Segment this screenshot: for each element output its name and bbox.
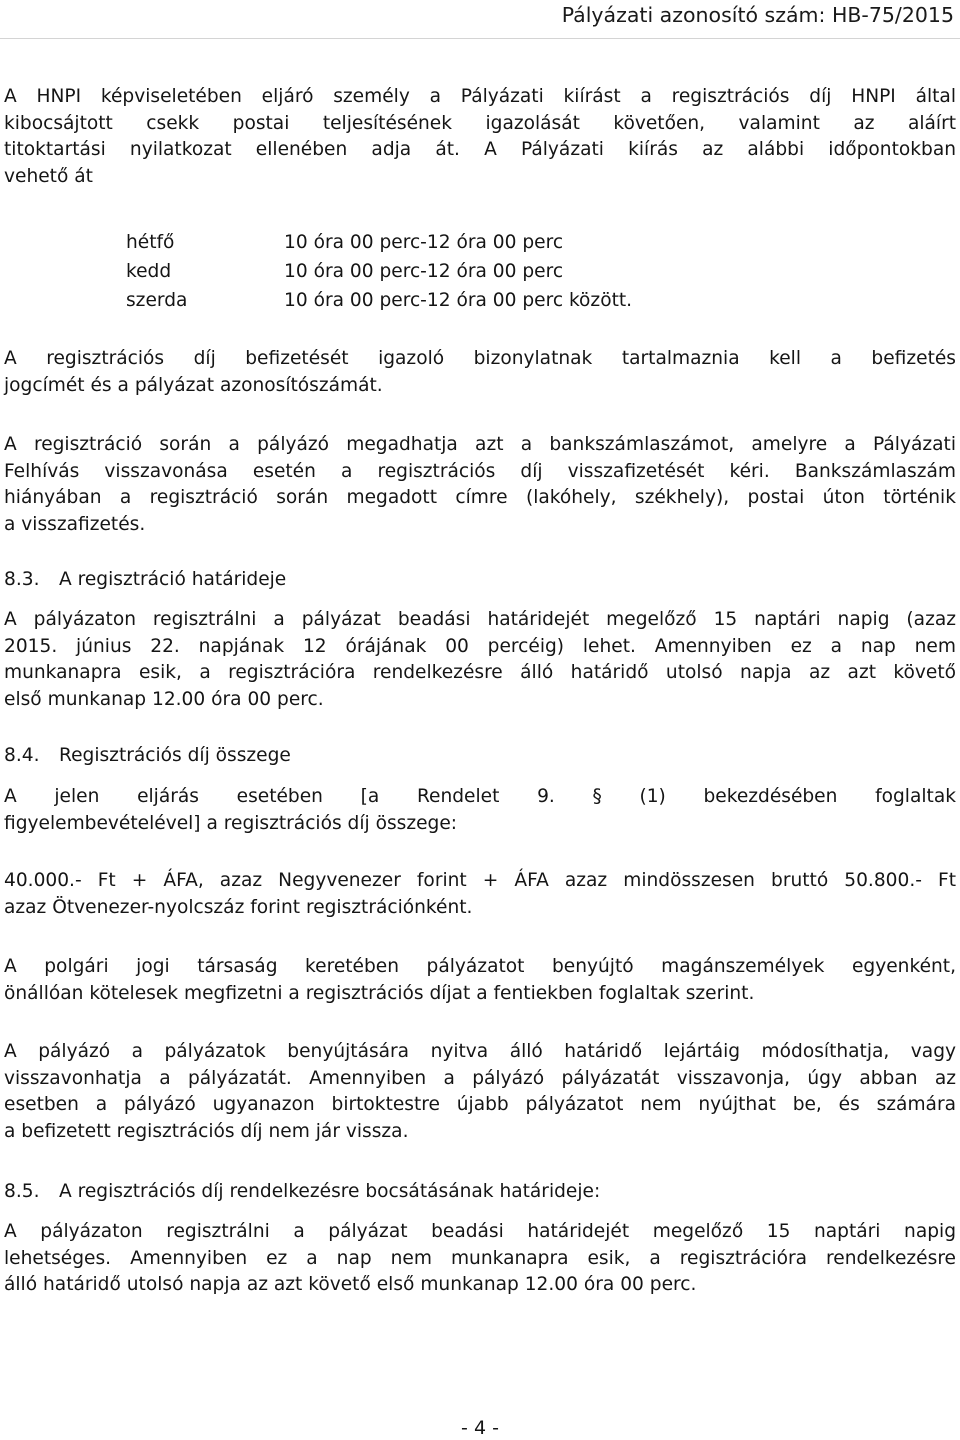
schedule-time: 10 óra 00 perc-12 óra 00 perc között.: [284, 290, 633, 311]
deadline-paragraph: [4, 607, 956, 713]
text-line: jogcímét és a pályázat azonosítószámát.: [4, 374, 383, 396]
text-line: esetben a pályázó ugyanazon birtoktestre újabb pályázatot nem nyújthat be, és számára: [4, 1094, 956, 1115]
civil-partnership-paragraph: [4, 954, 956, 1007]
schedule-row: [126, 286, 632, 315]
text-line: azaz Ötvenezer-nyolcszáz forint regisztrációnként.: [4, 896, 473, 918]
text-line: vehető át: [4, 165, 93, 187]
text-line: A HNPI képviseletében eljáró személy a Pályázati kiírást a regisztrációs díj HNPI által: [4, 86, 956, 107]
text-line: A jelen eljárás esetében [a Rendelet 9. § (1) bekezdésében foglaltak: [4, 786, 956, 807]
section-title: A regisztráció határideje: [59, 569, 287, 590]
text-line: Felhívás visszavonása esetén a regisztrációs díj visszafizetését kéri. Bankszámlaszám: [4, 460, 956, 482]
text-line: a visszafizetés.: [4, 513, 146, 535]
schedule-row: [126, 257, 632, 286]
section-number: 8.4.: [4, 745, 40, 766]
text-line: A pályázaton regisztrálni a pályázat beadási határidejét megelőző 15 naptári napig (azaz: [4, 609, 956, 630]
text-line: 2015. június 22. napjának 12 órájának 00 percéig) lehet. Amennyiben ez a nap nem: [4, 635, 956, 657]
text-line: figyelembevételével] a regisztrációs díj összege:: [4, 812, 458, 834]
schedule-day: szerda: [126, 290, 188, 311]
section-title: A regisztrációs díj rendelkezésre bocsátásának határideje:: [59, 1181, 601, 1202]
text-line: A regisztrációs díj befizetését igazoló bizonylatnak tartalmaznia kell a befizetés: [4, 348, 956, 369]
header-title: Pályázati azonosító szám: HB-75/2015: [561, 3, 954, 27]
header-divider: [0, 38, 960, 39]
refund-paragraph: [4, 432, 956, 538]
pickup-schedule: [126, 228, 632, 315]
page-number: - 4 -: [461, 1417, 499, 1439]
text-line: kibocsájtott csekk postai teljesítésének igazolását követően, valamint az aláírt: [4, 112, 956, 134]
text-line: titoktartási nyilatkozat ellenében adja át. A Pályázati kiírás az alábbi időpontokban: [4, 139, 956, 160]
schedule-row: [126, 228, 632, 257]
section-number: 8.5.: [4, 1181, 40, 1202]
section-heading-8-4: [4, 743, 956, 770]
text-line: 40.000.- Ft + ÁFA, azaz Negyvenezer forint + ÁFA azaz mindösszesen bruttó 50.800.- Ft: [4, 870, 956, 891]
section-heading-8-3: [4, 567, 956, 594]
availability-deadline-paragraph: [4, 1219, 956, 1299]
schedule-day: kedd: [126, 261, 172, 282]
schedule-day: hétfő: [126, 232, 175, 253]
text-line: A pályázó a pályázatok benyújtására nyitva álló határidő lejártáig módosíthatja, vagy: [4, 1041, 956, 1062]
text-line: első munkanap 12.00 óra 00 perc.: [4, 688, 324, 710]
text-line: álló határidő utolsó napja az azt követő első munkanap 12.00 óra 00 perc.: [4, 1274, 697, 1295]
text-line: visszavonhatja a pályázatát. Amennyiben a pályázó pályázatát visszavonja, úgy abban az: [4, 1067, 956, 1089]
text-line: munkanapra esik, a regisztrációra rendelkezésre álló határidő utolsó napja az azt követő: [4, 662, 956, 683]
withdrawal-paragraph: [4, 1039, 956, 1145]
text-line: hiányában a regisztráció során megadott címre (lakóhely, székhely), postai úton történik: [4, 487, 956, 508]
text-line: lehetséges. Amennyiben ez a nap nem munkanapra esik, a regisztrációra rendelkezésre: [4, 1247, 956, 1269]
text-line: A regisztráció során a pályázó megadhatja azt a bankszámlaszámot, amelyre a Pályázati: [4, 434, 956, 455]
schedule-time: 10 óra 00 perc-12 óra 00 perc: [284, 261, 564, 282]
text-line: A pályázaton regisztrálni a pályázat beadási határidejét megelőző 15 naptári napig: [4, 1221, 956, 1242]
schedule-time: 10 óra 00 perc-12 óra 00 perc: [284, 232, 564, 253]
section-number: 8.3.: [4, 569, 40, 590]
proof-paragraph: [4, 346, 956, 399]
text-line: önállóan kötelesek megfizetni a regisztrációs díjat a fentiekben foglaltak szerint.: [4, 982, 755, 1004]
fee-amount-paragraph: [4, 868, 956, 921]
text-line: A polgári jogi társaság keretében pályázatot benyújtó magánszemélyek egyenként,: [4, 956, 956, 977]
section-heading-8-5: [4, 1179, 956, 1206]
fee-intro-paragraph: [4, 784, 956, 837]
text-line: a befizetett regisztrációs díj nem jár vissza.: [4, 1120, 409, 1142]
section-title: Regisztrációs díj összege: [59, 745, 291, 766]
intro-paragraph: [4, 84, 956, 190]
